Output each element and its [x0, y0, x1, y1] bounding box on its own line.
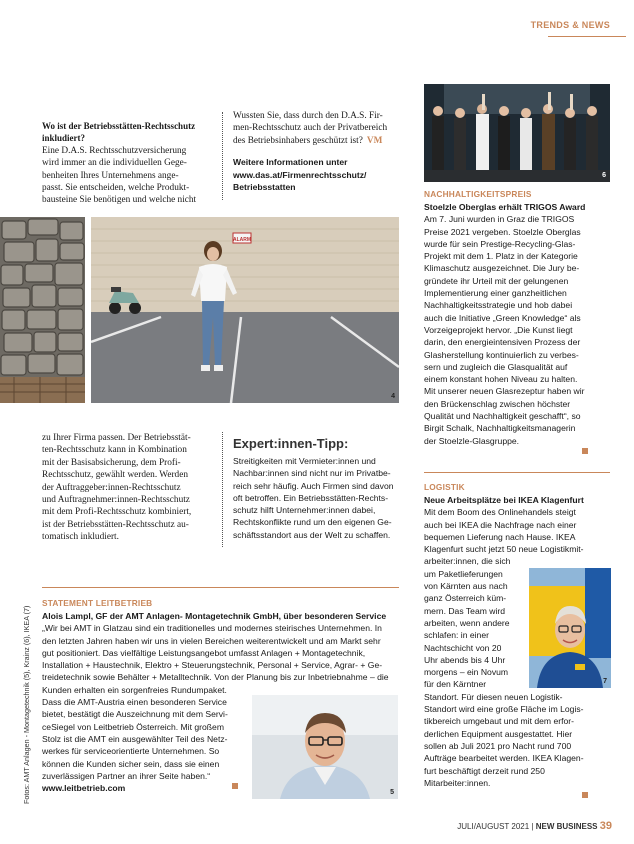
- body-line: morgens – ein Novum: [424, 667, 509, 678]
- ikea-heading: Neue Arbeitsplätze bei IKEA Klagenfurt: [424, 495, 584, 505]
- end-square-ikea: [582, 792, 588, 798]
- body-line: furt beschäftigt derzeit rund 250: [424, 765, 545, 776]
- photo-number-7: 7: [603, 678, 607, 685]
- body-line: Klagenfurt sucht jetzt 50 neue Logistikmit-: [424, 544, 584, 555]
- ikea-employee-photo: [529, 568, 611, 688]
- body-line: können die Kunden sicher sein, dass sie einen: [42, 758, 220, 769]
- body-line: reich sehr häufig. Auch Firmen sind davon: [233, 480, 394, 491]
- body-line: Glasherstellung kontinuierlich zu verbes-: [424, 349, 579, 360]
- body-line: Streitigkeiten mit Vermieter:innen und: [233, 456, 376, 466]
- body-line: Am 7. Juni wurden in Graz die TRIGOS: [424, 214, 575, 225]
- ikea-body-narrow: [424, 568, 524, 691]
- author-signature: VM: [366, 135, 383, 146]
- trigos-award-photo: [424, 84, 610, 182]
- link-line: www.das.at/Firmenrechtsschutz/: [233, 169, 367, 180]
- body-line: bequemen Lieferung nach Hause. IKEA: [424, 531, 576, 542]
- body-line: Rechtskonflikte rund um den eigenen Ge-: [233, 517, 392, 528]
- body-line: gründete ihr Urteil mit der gelungenen: [424, 275, 569, 286]
- body-line: tomatisch inkludiert.: [42, 532, 119, 543]
- body-line: derlichen Equipment ausgestattet. Hier: [424, 728, 573, 739]
- body-line: von Kärnten aus nach: [424, 581, 508, 592]
- body-line: Uhr abends bis 4 Uhr: [424, 654, 506, 665]
- body-line: mern. Das Team wird: [424, 605, 506, 616]
- body-line: Qualität und Nachhaltigkeit geschafft“, so: [424, 411, 581, 422]
- body-line: men-Rechtsschutz auch der Privatbereich: [233, 123, 388, 134]
- statement-label: STATEMENT LEITBETRIEB: [42, 598, 153, 608]
- body-line: Stolz ist die AMT ein ausgewählter Teil des Netz-: [42, 733, 228, 744]
- body-line: sern und zugleich die Glasqualität auf: [424, 361, 568, 372]
- body-line: der Auftraggeber:innen-Rechtsschutz: [42, 482, 181, 493]
- body-line: ceSiegel von Leitbetrieb Österreich. Mit großem: [42, 721, 224, 732]
- body-line: bausteine Sie benötigen und welche nicht: [42, 195, 197, 206]
- body-line: zuverlässigen Partner an ihrer Seite haben.“: [42, 770, 211, 781]
- body-line: ganz Österreich küm-: [424, 593, 507, 604]
- more-info-label: Weitere Informationen unter: [233, 157, 348, 168]
- column-divider-2: [222, 432, 223, 547]
- footer-separator: |: [531, 822, 534, 831]
- body-line: wird immer an die individuellen Gege-: [42, 158, 187, 169]
- body-line: werkes für serviceorientierte Unternehmen. So: [42, 746, 220, 757]
- body-line: mit dem Profi-Rechtsschutz kombiniert,: [42, 507, 192, 518]
- photo-number-4: 4: [391, 393, 395, 400]
- magazine-name: NEW BUSINESS: [535, 822, 598, 831]
- body-line: Installation + Haustechnik, Elektro + Steuerungstechnik, Personal + Service, Agrar- + Ge-: [42, 660, 383, 671]
- body-line: mit der Basisabsicherung, dem Profi-: [42, 457, 181, 468]
- body-line: gut positioniert. Das vielfältige Leistungsangebot umfasst Anlagen + Montagetechnik,: [42, 647, 366, 658]
- body-line: oft betroffen. Ein Betriebsstätten-Rechts-: [233, 492, 389, 503]
- body-line: Eine D.A.S. Rechtsschutzversicherung: [42, 145, 187, 156]
- end-square-statement: [232, 783, 238, 789]
- body-line: Implementierung einer ganzheitlichen: [424, 288, 567, 299]
- body-line: arbeiter:innen, die sich: [424, 556, 511, 567]
- mid-top-article: [233, 110, 405, 193]
- body-line: des Betriebsinhabers geschützt ist?: [233, 135, 363, 146]
- end-square-trigos: [582, 448, 588, 454]
- body-line: „Wir bei AMT in Glatzau sind ein traditionelles und modernes steirisches Unternehmen. In: [42, 623, 382, 634]
- body-line: tikbereich umgebaut und mit dem erfor-: [424, 716, 574, 727]
- body-line: bietet, bestätigt die Auszeichnung mit dem Servi-: [42, 709, 228, 720]
- tip-body: [233, 455, 405, 541]
- body-line: Preise 2021 vergeben. Stoelzle Oberglas: [424, 226, 581, 237]
- body-line: um Paketlieferungen: [424, 568, 503, 579]
- leitbetrieb-link[interactable]: www.leitbetrieb.com: [42, 783, 126, 794]
- body-line: Dass die AMT-Austria einen besonderen Service: [42, 697, 227, 708]
- statement-heading: Alois Lampl, GF der AMT Anlagen- Montagetechnik GmbH, über besonderen Service: [42, 611, 387, 621]
- body-line: Mit dem Boom des Onlinehandels steigt: [424, 507, 576, 518]
- body-line: auch die Initiative „Green Knowledge“ als: [424, 312, 581, 323]
- body-line: benheiten Ihres Unternehmens ange-: [42, 170, 179, 181]
- trigos-article: [424, 189, 614, 447]
- body-line: Standort. Für diesen neuen Logistik-: [424, 691, 563, 702]
- link-line: Betriebsstatten: [233, 181, 296, 192]
- body-line: Standort wird eine große Fläche im Logis-: [424, 704, 584, 715]
- issue-date: JULI/AUGUST 2021: [457, 822, 530, 831]
- column-divider: [222, 112, 223, 200]
- statement-body-full: [42, 622, 402, 696]
- photo-number-5: 5: [390, 789, 394, 796]
- body-line: Nachbar:innen sind nicht nur im Privatbe-: [233, 468, 391, 479]
- section-divider: [548, 36, 626, 37]
- body-line: den Brückenschlag zwischen höchster: [424, 398, 571, 409]
- left-continue-article: [42, 432, 214, 544]
- body-line: Kunden erhalten ein sorgenfreies Rundumpaket.: [42, 684, 227, 695]
- photo-credit-text: Fotos: AMT Anlagen - Montagetechnik (5), Krainz (6), IKEA (7): [22, 605, 31, 804]
- body-line: wurde für sein Prestige-Recycling-Glas-: [424, 238, 576, 249]
- body-line: für den Kärntner: [424, 679, 487, 690]
- statement-divider: [42, 587, 399, 588]
- left-top-article: [42, 120, 214, 207]
- section-tag: TRENDS & NEWS: [530, 20, 610, 30]
- trigos-heading: Stoelzle Oberglas erhält TRIGOS Award: [424, 202, 586, 212]
- left-continue-body: [42, 432, 214, 544]
- ikea-body-bottom: [424, 691, 616, 789]
- statement-body-narrow: [42, 696, 247, 782]
- body-line: Nachhaltigkeitsstrategie und hob dabei: [424, 300, 573, 311]
- body-line: Projekt mit dem 1. Platz in der Kategorie: [424, 251, 578, 262]
- body-line: Mit unserer neuen Glasrezeptur haben wir: [424, 386, 585, 397]
- trigos-body: [424, 213, 614, 447]
- body-line: schutz hilft Unternehmer:innen dabei,: [233, 505, 376, 516]
- stone-wall-image: [0, 217, 85, 403]
- body-line: Nachtschicht von 20: [424, 642, 502, 653]
- alarm-sign-text: ALARM: [232, 237, 252, 243]
- tip-title: Expert:innen-Tipp:: [233, 436, 349, 451]
- body-line: arbeiten, wenn andere: [424, 617, 510, 628]
- ikea-body-top: [424, 506, 616, 567]
- body-line: Klimaschutz ausgezeichnet. Die Jury be-: [424, 263, 580, 274]
- body-line: passt. Sie entscheiden, welche Produkt-: [42, 183, 190, 194]
- expert-tip: [233, 436, 405, 541]
- body-line: Mitarbeiter:innen.: [424, 777, 491, 788]
- body-line: auch bei IKEA die Nachfrage nach einer: [424, 519, 577, 530]
- left-top-body: [42, 145, 214, 207]
- photo-number-6: 6: [602, 172, 606, 179]
- photo-credit: [22, 574, 34, 804]
- portrait-photo-man: [252, 695, 398, 799]
- body-line: einem konstant hohen Niveau zu halten.: [424, 374, 578, 385]
- body-line: treidetechnik sowie Behälter + Metalltechnik. Von der Planung bis zur Inbetriebnahme – die: [42, 672, 389, 683]
- body-line: ist der Betriebsstätten-Rechtsschutz au-: [42, 519, 189, 530]
- das-link[interactable]: [233, 169, 405, 194]
- body-line: schäftsstandort aus der Welt zu schaffen.: [233, 529, 391, 540]
- body-line: den letzten Jahren haben wir uns in vielen Bereichen weiterentwickelt und am Markt sehr: [42, 635, 381, 646]
- body-line: und Auftragnehmer:innen-Rechtsschutz: [42, 495, 190, 506]
- mid-top-body: [233, 110, 405, 147]
- body-line: sollen ab Juli 2021 pro Nacht rund 700: [424, 740, 572, 751]
- body-line: Wussten Sie, dass durch den D.A.S. Fir-: [233, 111, 383, 121]
- body-line: Aufträge bearbeitet werden. IKEA Klagen-: [424, 753, 584, 764]
- body-line: Vorzeigeprojekt hervor. „Die Kunst liegt: [424, 324, 573, 335]
- body-line: Rechtsschutz, gewählt werden. Werden: [42, 470, 188, 481]
- body-line: schlafen: in einer: [424, 630, 489, 641]
- parking-photo: [91, 217, 399, 403]
- ikea-label: LOGISTIK: [424, 482, 465, 492]
- body-line: zu Ihrer Firma passen. Der Betriebsstät-: [42, 433, 191, 443]
- trigos-label: NACHHALTIGKEITSPREIS: [424, 189, 532, 199]
- body-line: der Stoelzle-Glasgruppe.: [424, 435, 520, 446]
- body-line: ten-Rechtsschutz kann in Kombination: [42, 445, 187, 456]
- ikea-divider: [424, 472, 610, 473]
- body-line: Birgit Schalk, Nachhaltigkeitsmanagerin: [424, 423, 576, 434]
- page-number: 39: [599, 820, 612, 832]
- body-line: darin, den energieintensiven Prozess der: [424, 337, 581, 348]
- page-footer: [457, 820, 612, 832]
- left-top-heading: Wo ist der Betriebsstätten-Rechtsschutz inkludiert?: [42, 121, 196, 144]
